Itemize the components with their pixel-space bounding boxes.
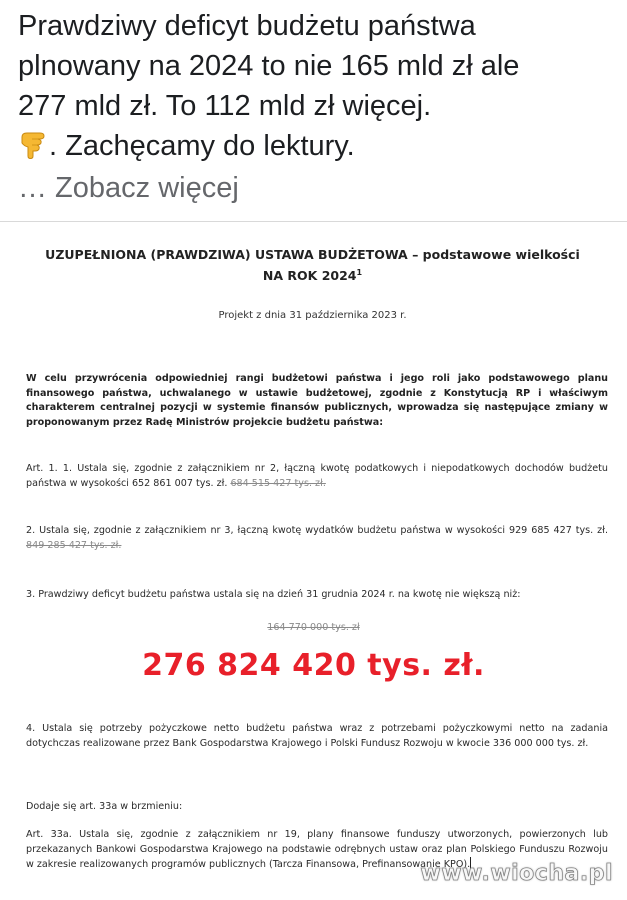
document-intro: W celu przywrócenia odpowiedniej rangi budżetowi państwa i jego roli jako podstawowego planu finansowego państwa, uchwalanego w ustawie budżetowej, zgodnie z Konstytucją RP i właściwym charakterem centralnej pozycji w systemie finansów publicznych, wprowadza się następujące zmiany w proponowanym przez Radę Ministrów projekcie budżetu państwa:: [26, 373, 608, 428]
art-3-text: 3. Prawdziwy deficyt budżetu państwa ustala się na dzień 31 grudnia 2024 r. na kwotę nie większą niż:: [26, 589, 521, 600]
art-33a-intro: Dodaje się art. 33a w brzmieniu:: [26, 801, 183, 812]
art-1-text: Art. 1. 1. Ustala się, zgodnie z załącznikiem nr 2, łączną kwotę podatkowych i niepodatkowych dochodów budżetu państwa w wysokości 652 861 007 tys. zł.: [26, 463, 608, 489]
post-line-1: Prawdziwy deficyt budżetu państwa: [18, 10, 476, 42]
pointing-down-hand-icon: [18, 130, 48, 158]
art-4-text: 4. Ustala się potrzeby pożyczkowe netto budżetu państwa wraz z potrzebami pożyczkowymi netto na zadania dotychczas realizowane przez Bank Gospodarstwa Krajowego i Polski Fundusz Rozwoju w kwocie 336 000 000 tys. zł.: [26, 723, 608, 749]
document-title-line-2-container: [20, 264, 605, 285]
post-line-4: . Zachęcamy do lektury.: [49, 130, 355, 162]
art-1-paragraph: [26, 462, 608, 491]
art-1-old-amount: 684 515 427 tys. zł.: [230, 477, 326, 489]
document-title-line-2: NA ROK 2024: [262, 268, 357, 284]
art-3-old-amount: 164 770 000 tys. zł: [267, 622, 360, 633]
post-text: [18, 6, 618, 166]
document-subtitle: Projekt z dnia 31 października 2023 r.: [218, 310, 407, 321]
watermark-logo: www.wiocha.pl: [420, 861, 613, 886]
see-more-link[interactable]: … Zobacz więcej: [18, 172, 239, 204]
art-33a-text: Art. 33a. Ustala się, zgodnie z załącznikiem nr 19, plany finansowe funduszy utworzonych, powierzonych lub przekazanych Bankowi Gospodarstwa Krajowego na podstawie odrębnych ustaw oraz plan Polskiego Funduszu Rozwoju w zakresie realizowanych programów publicznych (Tarcza Finansowa, Prefinansowanie KPO).: [26, 829, 608, 870]
post-line-3: 277 mld zł. To 112 mld zł więcej.: [18, 90, 432, 122]
art-3-deficit-amount: 276 824 420 tys. zł.: [142, 648, 485, 683]
document-title-footnote: 1: [356, 268, 363, 277]
post-line-2: plnowany na 2024 to nie 165 mld zł ale: [18, 50, 520, 82]
document-image: [0, 222, 627, 900]
document-title: [20, 246, 605, 285]
document-title-line-1: UZUPEŁNIONA (PRAWDZIWA) USTAWA BUDŻETOWA – podstawowe wielkości: [45, 247, 580, 262]
post-line-4-container: [18, 126, 618, 166]
art-2-paragraph: [26, 524, 608, 553]
art-2-old-amount: 849 285 427 tys. zł.: [26, 539, 122, 551]
art-2-text: 2. Ustala się, zgodnie z załącznikiem nr 3, łączną kwotę wydatków budżetu państwa w wysokości 929 685 427 tys. zł.: [26, 525, 608, 536]
